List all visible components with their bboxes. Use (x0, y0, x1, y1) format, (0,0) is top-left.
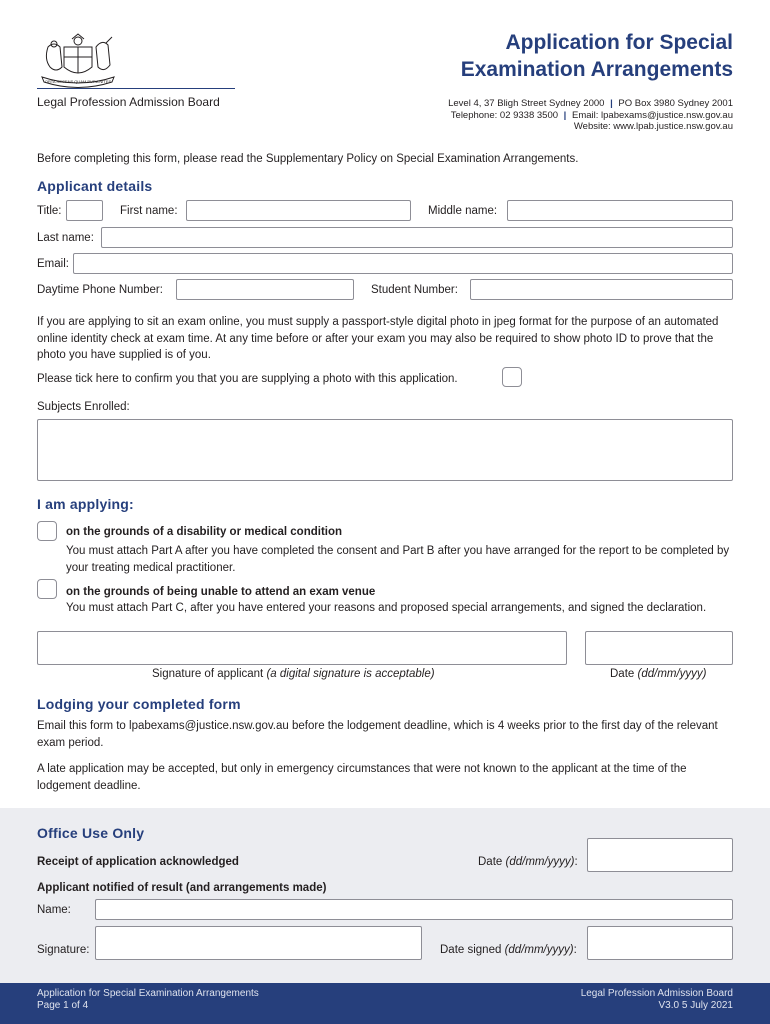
date-signed-caption (440, 944, 577, 956)
footer-version: V3.0 5 July 2021 (658, 1000, 733, 1011)
applying-heading: I am applying: (37, 496, 134, 512)
date-signed-note: (dd/mm/yyyy) (504, 944, 574, 956)
title-line-1: Application for Special (505, 31, 733, 54)
first-name-label: First name: (120, 205, 178, 217)
date-signed-colon: : (573, 944, 577, 956)
title-line-2: Examination Arrangements (460, 58, 733, 81)
date-field[interactable] (585, 631, 733, 665)
footer-left (37, 988, 259, 1012)
last-name-field[interactable] (101, 227, 733, 248)
street-address: Level 4, 37 Bligh Street Sydney 2000 (448, 98, 605, 109)
option-disability-title: on the grounds of a disability or medical condition (66, 526, 343, 538)
signature-note: (a digital signature is acceptable) (266, 668, 435, 680)
footer-page-number: Page 1 of 4 (37, 1000, 89, 1011)
phone-field[interactable] (176, 279, 354, 300)
date-caption (610, 668, 707, 680)
subjects-label: Subjects Enrolled: (37, 401, 130, 413)
last-name-label: Last name: (37, 232, 94, 244)
email-label: Email: (37, 258, 69, 270)
contact-block (448, 98, 733, 133)
middle-name-label: Middle name: (428, 205, 498, 217)
footer-form-title: Application for Special Examination Arrangements (37, 988, 259, 999)
email-address[interactable]: Email: lpabexams@justice.nsw.gov.au (571, 109, 733, 121)
contact-line-2 (448, 110, 733, 122)
signature-caption (152, 668, 435, 680)
office-name-label: Name: (37, 904, 71, 916)
lodging-para-2: A late application may be accepted, but only in emergency circumstances that were not known to the applicant at the time of the lodgement deadline. (37, 763, 687, 792)
po-box: PO Box 3980 Sydney 2001 (618, 98, 733, 109)
photo-confirm-checkbox[interactable] (502, 367, 522, 387)
office-signature-label: Signature: (37, 944, 90, 956)
lodging-heading: Lodging your completed form (37, 696, 241, 712)
lodging-para-1: Email this form to lpabexams@justice.nsw.gov.au before the lodgement deadline, which is 4 weeks prior to the first day of the relevant exam period. (37, 720, 718, 749)
option-venue-title: on the grounds of being unable to attend an exam venue (66, 586, 376, 598)
office-date-label: Date (478, 856, 503, 868)
contact-line-1 (448, 98, 733, 110)
email-field[interactable] (73, 253, 733, 274)
date-signed-field[interactable] (587, 926, 733, 960)
date-note: (dd/mm/yyyy) (637, 668, 707, 680)
office-name-field[interactable] (95, 899, 733, 920)
office-date-note: (dd/mm/yyyy) (505, 856, 575, 868)
title-label: Title: (37, 205, 62, 217)
photo-tick-label: Please tick here to confirm you that you are supplying a photo with this application. (37, 373, 458, 385)
notified-label: Applicant notified of result (and arrangements made) (37, 882, 327, 894)
photo-note: If you are applying to sit an exam online, you must supply a passport-style digital photo in jpeg format for the purpose of an automated online identity check at exam time. At any time before or after your exam you may also be required to show photo ID to prove that the photo you have supplied is of you. (37, 316, 719, 361)
nsw-crest-logo (36, 33, 120, 89)
page-footer (0, 983, 770, 1024)
first-name-field[interactable] (186, 200, 411, 221)
footer-right (581, 988, 733, 1012)
org-name: Legal Profession Admission Board (37, 95, 220, 109)
separator-bar: | (563, 109, 567, 121)
phone-label: Daytime Phone Number: (37, 284, 163, 296)
signature-field[interactable] (37, 631, 567, 665)
signature-label: Signature of applicant (152, 668, 264, 680)
intro-text: Before completing this form, please read the Supplementary Policy on Special Examination Arrangements. (37, 153, 579, 165)
footer-org: Legal Profession Admission Board (580, 988, 733, 999)
office-date-field[interactable] (587, 838, 733, 872)
disability-checkbox[interactable] (37, 521, 57, 541)
office-use-heading: Office Use Only (37, 825, 145, 841)
student-number-label: Student Number: (371, 284, 458, 296)
subjects-field[interactable] (37, 419, 733, 481)
website[interactable]: Website: www.lpab.justice.nsw.gov.au (573, 121, 733, 132)
venue-checkbox[interactable] (37, 579, 57, 599)
office-date-colon: : (574, 856, 578, 868)
office-signature-field[interactable] (95, 926, 422, 960)
separator-bar: | (610, 98, 613, 109)
header-rule (37, 88, 235, 89)
page-title (461, 29, 733, 83)
receipt-label: Receipt of application acknowledged (37, 856, 239, 868)
title-field[interactable] (66, 200, 103, 221)
telephone: Telephone: 02 9338 3500 (450, 109, 559, 121)
crest-motto: ORTA RECENS QUAM PURA NITES (44, 79, 112, 84)
date-label: Date (610, 668, 635, 680)
option-disability-text: You must attach Part A after you have completed the consent and Part B after you have arranged for the report to be completed by your treating medical practitioner. (66, 545, 730, 574)
option-venue-text: You must attach Part C, after you have entered your reasons and proposed special arrangements, and signed the declaration. (66, 602, 707, 614)
date-signed-label: Date signed (440, 944, 502, 956)
applicant-details-heading: Applicant details (37, 178, 153, 194)
student-number-field[interactable] (470, 279, 733, 300)
middle-name-field[interactable] (507, 200, 733, 221)
office-date-caption (478, 856, 578, 868)
